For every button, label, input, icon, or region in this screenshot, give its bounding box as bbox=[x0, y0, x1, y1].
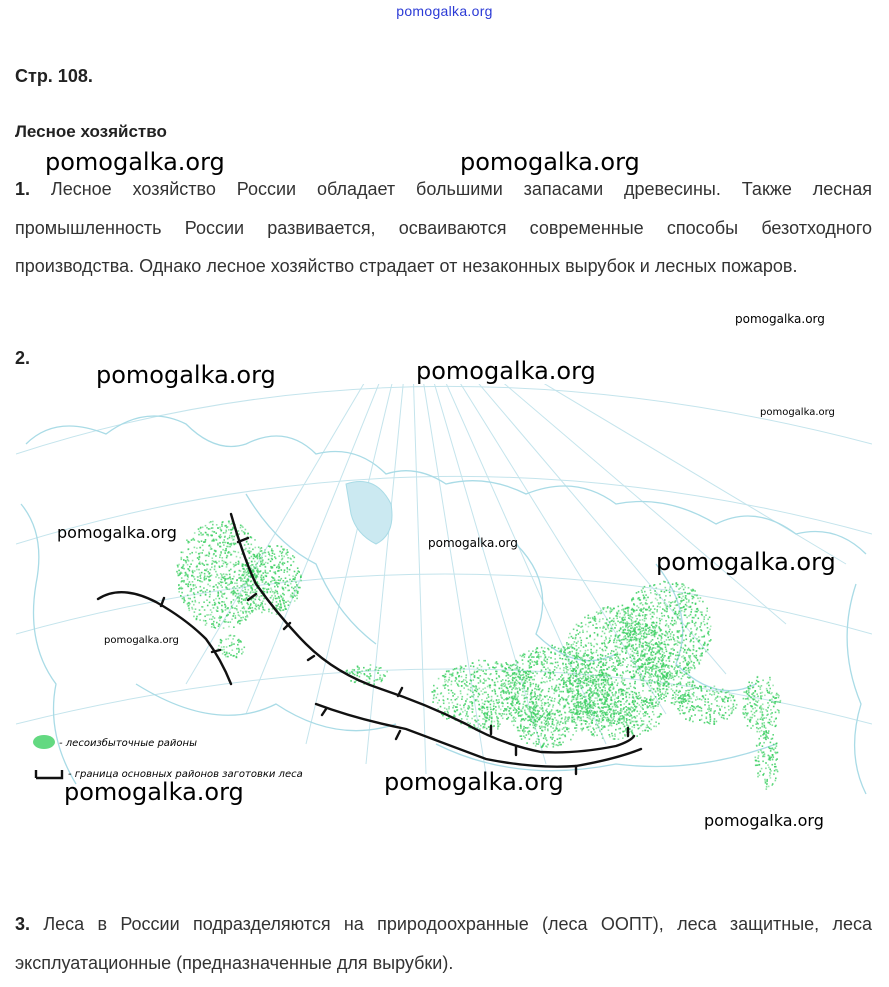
watermark: pomogalka.org bbox=[656, 548, 836, 576]
watermark: pomogalka.org bbox=[735, 312, 825, 326]
watermark: pomogalka.org bbox=[384, 768, 564, 796]
answer-1-text: Лесное хозяйство России обладает большими запасами древесины. Также лесная промышленность России развивается, осваиваются современные способы безотходного производства. Однако лесное хозяйство страдает от незаконных вырубок и лесных пожаров. bbox=[15, 179, 872, 276]
watermark: pomogalka.org bbox=[57, 523, 177, 542]
site-header-link[interactable]: pomogalka.org bbox=[396, 3, 493, 19]
watermark: pomogalka.org bbox=[428, 536, 518, 550]
watermark: pomogalka.org bbox=[760, 407, 835, 418]
watermark: pomogalka.org bbox=[460, 148, 640, 176]
answer-3 bbox=[15, 905, 872, 982]
answer-3-text: Леса в России подразделяются на природоохранные (леса ООПТ), леса защитные, леса эксплуатационные (предназначенные для вырубки). bbox=[15, 914, 872, 973]
watermark: pomogalka.org bbox=[96, 361, 276, 389]
page-number: Стр. 108. bbox=[15, 66, 93, 86]
legend-surplus-label: - лесоизбыточные районы bbox=[59, 738, 197, 749]
answer-1 bbox=[15, 170, 872, 286]
answer-2-number: 2. bbox=[15, 348, 31, 368]
watermark: pomogalka.org bbox=[104, 635, 179, 646]
legend-forest-swatch bbox=[33, 735, 55, 749]
watermark: pomogalka.org bbox=[704, 811, 824, 830]
watermark: pomogalka.org bbox=[64, 778, 244, 806]
forest-map bbox=[16, 384, 872, 812]
watermark: pomogalka.org bbox=[416, 357, 596, 385]
legend-border-label: - граница основных районов заготовки леса bbox=[68, 769, 303, 780]
answer-3-number: 3. bbox=[15, 914, 31, 934]
section-title: Лесное хозяйство bbox=[15, 122, 167, 141]
watermark: pomogalka.org bbox=[45, 148, 225, 176]
answer-1-number: 1. bbox=[15, 179, 31, 199]
